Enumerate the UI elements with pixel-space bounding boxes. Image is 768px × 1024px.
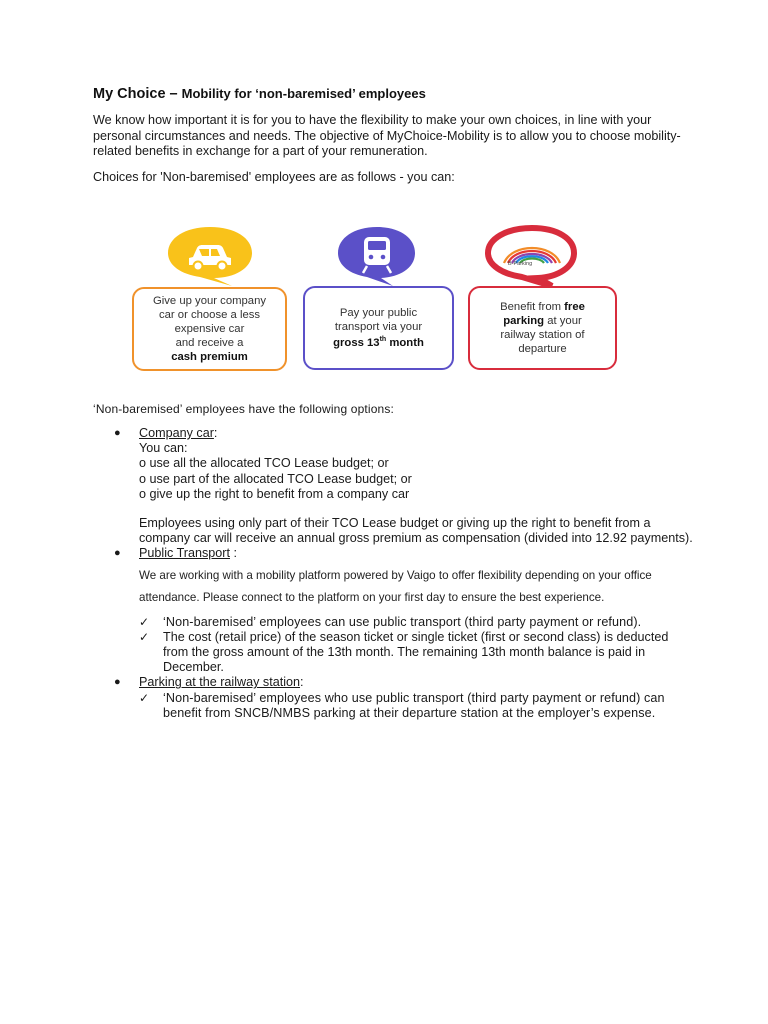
car-card-line: Give up your company xyxy=(152,295,267,307)
company-car-option: o use all the allocated TCO Lease budget; or xyxy=(139,456,389,471)
options-intro: ‘Non-baremised’ employees have the following options: xyxy=(93,402,395,416)
free-label: free xyxy=(564,301,585,313)
title-main: My Choice – xyxy=(93,86,182,102)
checkmark-icon: ✓ xyxy=(139,690,150,705)
check-item xyxy=(139,615,693,630)
car-card-line: expensive car xyxy=(174,323,245,335)
gross-13th-month-label: gross 13th month xyxy=(333,336,424,350)
parking-card-text: railway station of xyxy=(500,329,585,341)
car-speech-bubble xyxy=(162,225,258,287)
parking-card-text: Benefit from xyxy=(500,301,565,313)
parking-heading: Parking at the railway station xyxy=(139,675,301,690)
check-item xyxy=(139,630,693,676)
company-car-option: o use part of the allocated TCO Lease budget; or xyxy=(139,471,412,486)
check-text: ‘Non-baremised’ employees who use public transport (third party payment or refund) can benefit from SNCB/NMBS parking at their departure station at the employer’s expense. xyxy=(163,690,665,720)
transport-card-line: transport via your xyxy=(334,320,423,333)
heading-suffix: : xyxy=(230,546,237,561)
transport-card-line: Pay your public xyxy=(339,306,418,319)
parking-speech-bubble xyxy=(482,225,582,287)
checkmark-icon: ✓ xyxy=(139,629,150,644)
car-card-line: car or choose a less xyxy=(158,309,261,321)
parking-label: parking xyxy=(503,315,545,327)
public-transport-checks xyxy=(139,615,693,676)
b-parking-logo-text: B-Parking xyxy=(508,261,533,267)
parking-option-card xyxy=(468,286,617,370)
bullet-icon: ● xyxy=(114,676,121,689)
bullet-icon: ● xyxy=(114,547,121,560)
company-car-option: o give up the right to benefit from a company car xyxy=(139,486,410,501)
intro-paragraph: We know how important it is for you to have the flexibility to make your own choices, in line with your personal circumstances and needs. The objective of MyChoice-Mobility is to allow you to choose mobility-related benefits in exchange for a part of your remuneration. xyxy=(93,113,681,158)
options-list xyxy=(93,426,693,721)
you-can-text: You can: xyxy=(139,441,188,456)
list-item-public-transport xyxy=(93,546,693,675)
transport-speech-bubble xyxy=(333,225,423,287)
car-option-card xyxy=(132,287,287,371)
check-item xyxy=(139,691,693,721)
parking-card-text: at your xyxy=(544,315,582,327)
heading-suffix: : xyxy=(213,426,218,440)
vaigo-platform-note: We are working with a mobility platform powered by Vaigo to offer flexibility depending on your office attendance. Please connect to the platform on your first day to ensure the best experience. xyxy=(139,568,652,604)
public-transport-heading: Public Transport xyxy=(139,546,230,561)
bullet-icon: ● xyxy=(114,427,121,439)
company-car-note: Employees using only part of their TCO Lease budget or giving up the right to benefit from a company car will receive an annual gross premium as compensation (divided into 12.92 payments). xyxy=(139,516,693,546)
mobility-infographic xyxy=(130,220,620,376)
choices-intro: Choices for 'Non-baremised' employees are as follows - you can: xyxy=(93,170,455,184)
heading-suffix: : xyxy=(300,675,304,690)
check-text: ‘Non-baremised’ employees can use public transport (third party payment or refund). xyxy=(163,614,642,629)
checkmark-icon: ✓ xyxy=(139,614,150,629)
list-item-parking xyxy=(93,675,693,721)
company-car-heading: Company car xyxy=(139,426,214,440)
list-item-company-car xyxy=(93,426,693,546)
cash-premium-label: cash premium xyxy=(171,351,248,363)
car-card-line: and receive a xyxy=(175,337,244,349)
parking-card-text: departure xyxy=(518,343,567,355)
title-sub: Mobility for ‘non-baremised’ employees xyxy=(181,86,426,101)
transport-option-card xyxy=(303,286,454,370)
check-text: The cost (retail price) of the season ticket or single ticket (first or second class) is deducted from the gross amount of the 13th month. The remaining 13th month balance is paid in December. xyxy=(163,629,669,675)
page-title xyxy=(93,86,426,102)
